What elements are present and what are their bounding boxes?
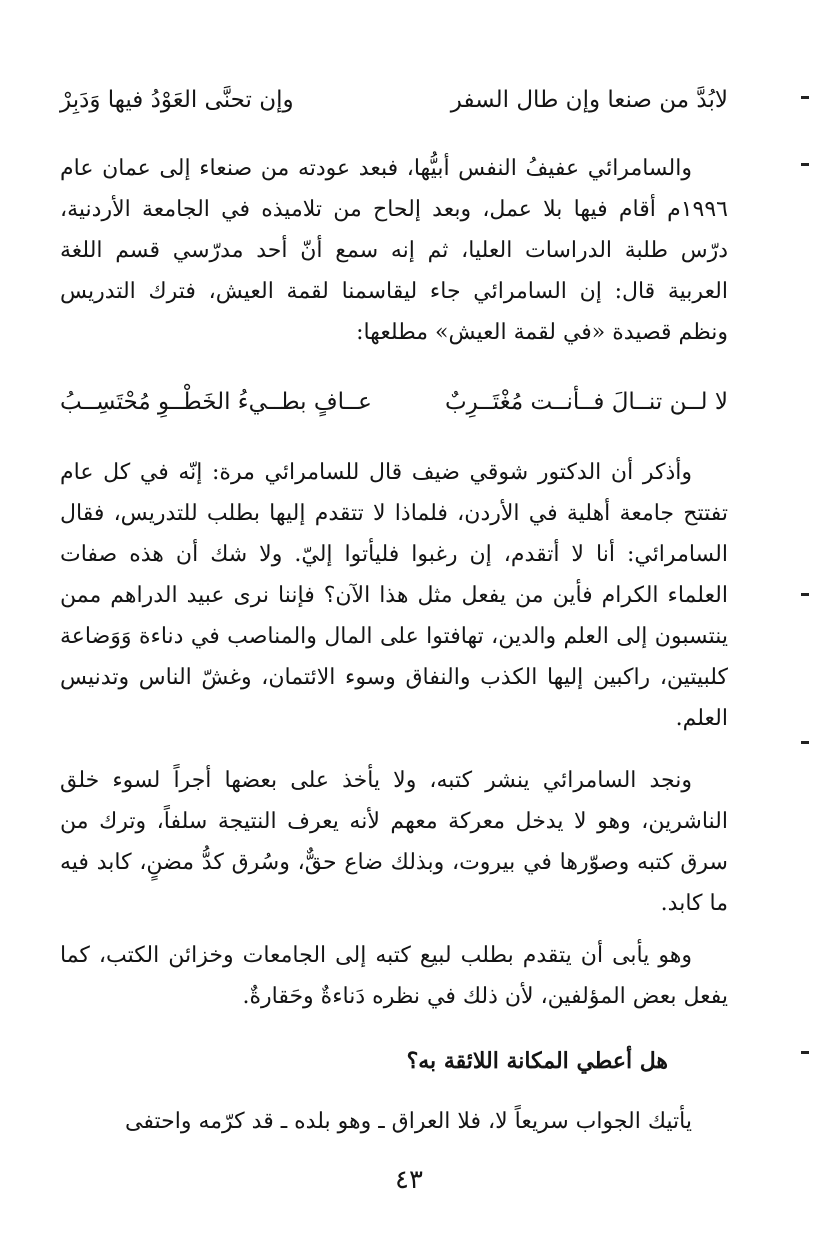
paragraph-3-block <box>60 760 728 924</box>
verse-1-left-hemistich: وإن تحنَّى العَوْدُ فيها وَدَبِرْ <box>60 87 294 113</box>
verse-2 <box>60 382 728 422</box>
page-number: ٤٣ <box>395 1165 423 1195</box>
margin-mark <box>801 741 809 744</box>
verse-2-left-hemistich: عــافٍ بطــيءُ الخَطْــوِ مُحْتَسِــبُ <box>60 389 372 415</box>
paragraph-2: وأذكر أن الدكتور شوقي ضيف قال للسامرائي مرة: إنّه في كل عام تفتتح جامعة أهلية في الأردن، فلماذا لا تتقدم إليها بطلب للتدريس، فقال السامرائي: أنا لا أتقدم، إن رغبوا فليأتوا إليّ. ولا شك أن هذه صفات العلماء الكرام فأين من يفعل مثل هذا الآن؟ فإننا نرى عبيد الدراهم ممن ينتسبون إلى العلم والدين، تهافتوا على المال والمناصب في دناءة وَوَضاعة كلبيتين، راكبين إليها الكذب والنفاق وسوء الائتمان، وغشّ الناس وتدنيس العلم. <box>60 460 728 731</box>
paragraph-2-block <box>60 452 728 739</box>
verse-2-right-hemistich: لا لــن تنــالَ فــأنــت مُغْتَــرِبٌ <box>444 389 728 415</box>
margin-mark <box>801 96 809 99</box>
paragraph-4-block <box>60 935 728 1017</box>
paragraph-3: ونجد السامرائي ينشر كتبه، ولا يأخذ على بعضها أجراً لسوء خلق الناشرين، وهو لا يدخل معركة معهم لأنه يعرف النتيجة سلفاً، وترك من سرق كتبه وصوّرها في بيروت، وبذلك ضاع حقٌّ، وسُرق كدُّ مضنٍ، كابد فيه ما كابد. <box>60 768 728 916</box>
margin-mark <box>801 1051 809 1054</box>
paragraph-5: يأتيك الجواب سريعاً لا، فلا العراق ـ وهو بلده ـ قد كرّمه واحتفى <box>125 1109 692 1134</box>
paragraph-4: وهو يأبى أن يتقدم بطلب لبيع كتبه إلى الجامعات وخزائن الكتب، كما يفعل بعض المؤلفين، لأن ذلك في نظره دَناءةٌ وحَقارةٌ. <box>60 943 728 1009</box>
paragraph-5-block <box>60 1101 728 1142</box>
paragraph-1-block <box>60 148 728 353</box>
verse-1 <box>60 80 728 120</box>
verse-1-right-hemistich: لابُدَّ من صنعا وإن طال السفر <box>450 87 728 113</box>
margin-mark <box>801 593 809 596</box>
paragraph-1: والسامرائي عفيفُ النفس أبيُّها، فبعد عودته من صنعاء إلى عمان عام ١٩٩٦م أقام فيها بلا عمل، وبعد إلحاح من تلاميذه في الجامعة الأردنية، درّس طلبة الدراسات العليا، ثم إنه سمع أنّ أحد مدرّسي قسم اللغة العربية قال: إن السامرائي جاء ليقاسمنا لقمة العيش، فترك التدريس ونظم قصيدة «في لقمة العيش» مطلعها: <box>60 156 728 345</box>
section-heading: هل أعطي المكانة اللائقة به؟ <box>406 1048 668 1074</box>
margin-mark <box>801 163 809 166</box>
